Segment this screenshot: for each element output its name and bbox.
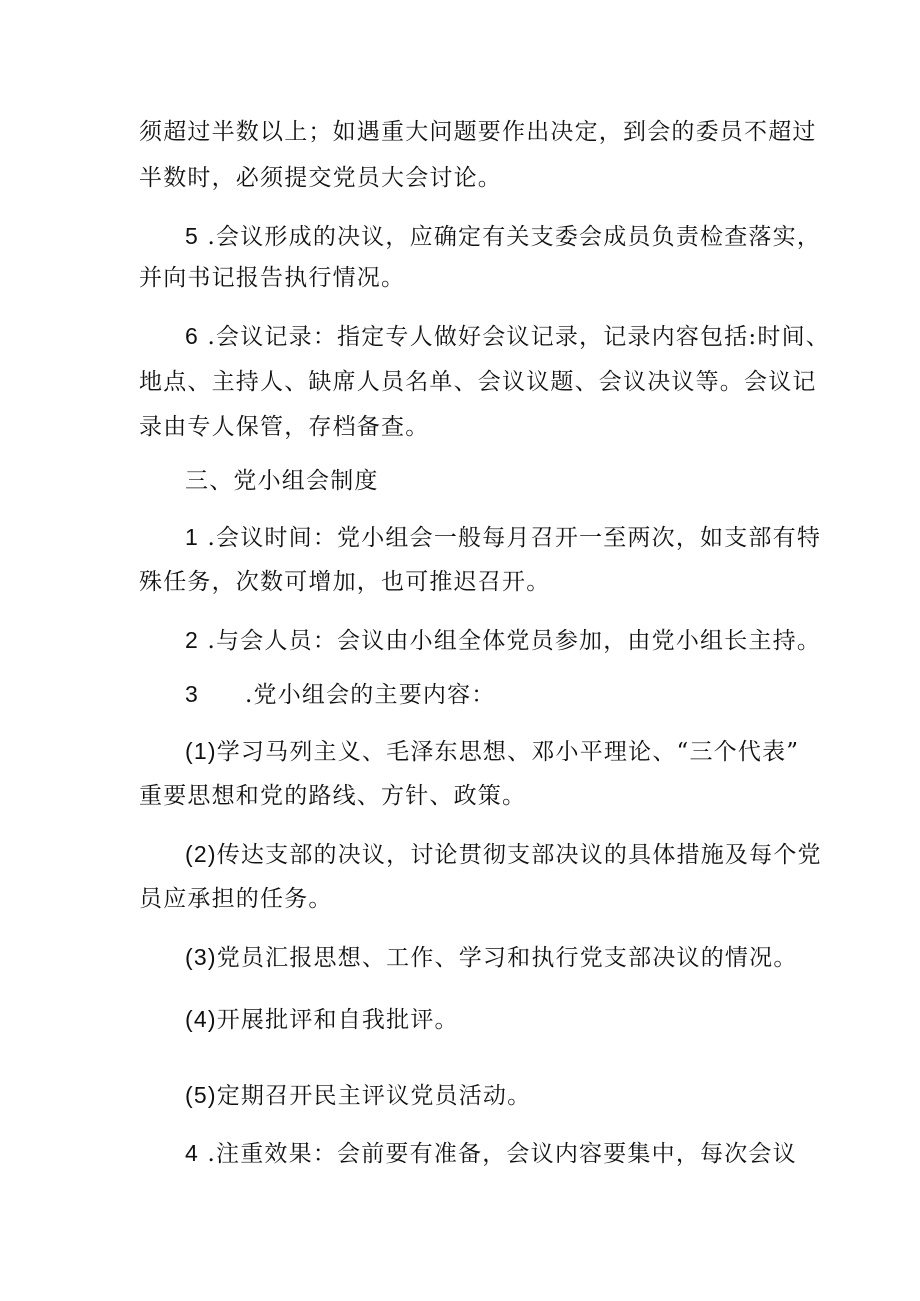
numbered-paragraph-line bbox=[185, 522, 821, 553]
paragraph-line: 殊任务，次数可增加，也可推迟召开。 bbox=[139, 569, 551, 595]
paragraph-line: 地点、主持人、缺席人员名单、会议议题、会议决议等。会议记 bbox=[139, 369, 817, 395]
list-item-line bbox=[185, 942, 798, 973]
list-item-line bbox=[185, 839, 822, 870]
paragraph-text: .与会人员：会议由小组全体党员参加，由党小组长主持。 bbox=[199, 628, 822, 654]
section-heading: 三、党小组会制度 bbox=[185, 468, 379, 494]
item-number: (3) bbox=[185, 944, 217, 970]
paragraph-text: .会议记录：指定专人做好会议记录，记录内容包括:时间、 bbox=[199, 324, 830, 350]
numbered-paragraph-line bbox=[185, 1138, 797, 1169]
item-number: (4) bbox=[185, 1006, 217, 1032]
item-number: 1 bbox=[185, 524, 199, 550]
item-number: 3 bbox=[185, 681, 199, 707]
paragraph-text: .会议形成的决议，应确定有关支委会成员负责检查落实， bbox=[199, 224, 822, 250]
paragraph-line: 重要思想和党的路线、方针、政策。 bbox=[139, 783, 527, 809]
paragraph-text: 开展批评和自我批评。 bbox=[216, 1007, 459, 1033]
numbered-paragraph-line bbox=[185, 625, 821, 656]
paragraph-text: 党员汇报思想、工作、学习和执行党支部决议的情况。 bbox=[216, 945, 798, 971]
numbered-paragraph-line bbox=[185, 221, 821, 252]
numbered-paragraph-line bbox=[185, 321, 830, 352]
numbered-paragraph-line bbox=[185, 679, 496, 710]
paragraph-text: 定期召开民主评议党员活动。 bbox=[216, 1083, 532, 1109]
paragraph-line: 半数时，必须提交党员大会讨论。 bbox=[139, 165, 502, 191]
paragraph-text: .注重效果：会前要有准备，会议内容要集中，每次会议 bbox=[199, 1141, 797, 1167]
paragraph-line: 须超过半数以上；如遇重大问题要作出决定，到会的委员不超过 bbox=[139, 119, 817, 145]
paragraph-line: 录由专人保管，存档备查。 bbox=[139, 414, 430, 440]
item-number: (1) bbox=[185, 738, 217, 764]
list-item-line bbox=[185, 1004, 459, 1035]
paragraph-line: 并向书记报告执行情况。 bbox=[139, 265, 406, 291]
item-number: 4 bbox=[185, 1140, 199, 1166]
paragraph-line: 员应承担的任务。 bbox=[139, 886, 333, 912]
list-item-line bbox=[185, 736, 799, 767]
item-number: 2 bbox=[185, 627, 199, 653]
paragraph-text: .会议时间：党小组会一般每月召开一至两次，如支部有特 bbox=[199, 525, 822, 551]
item-number: 6 bbox=[185, 323, 199, 349]
paragraph-text: .党小组会的主要内容： bbox=[245, 682, 496, 708]
item-number: (5) bbox=[185, 1082, 217, 1108]
list-item-line bbox=[185, 1080, 531, 1111]
item-number: (2) bbox=[185, 841, 217, 867]
paragraph-text: 学习马列主义、毛泽东思想、邓小平理论、“三个代表” bbox=[216, 739, 800, 765]
paragraph-text: 传达支部的决议，讨论贯彻支部决议的具体措施及每个党 bbox=[216, 842, 822, 868]
item-number: 5 bbox=[185, 223, 199, 249]
